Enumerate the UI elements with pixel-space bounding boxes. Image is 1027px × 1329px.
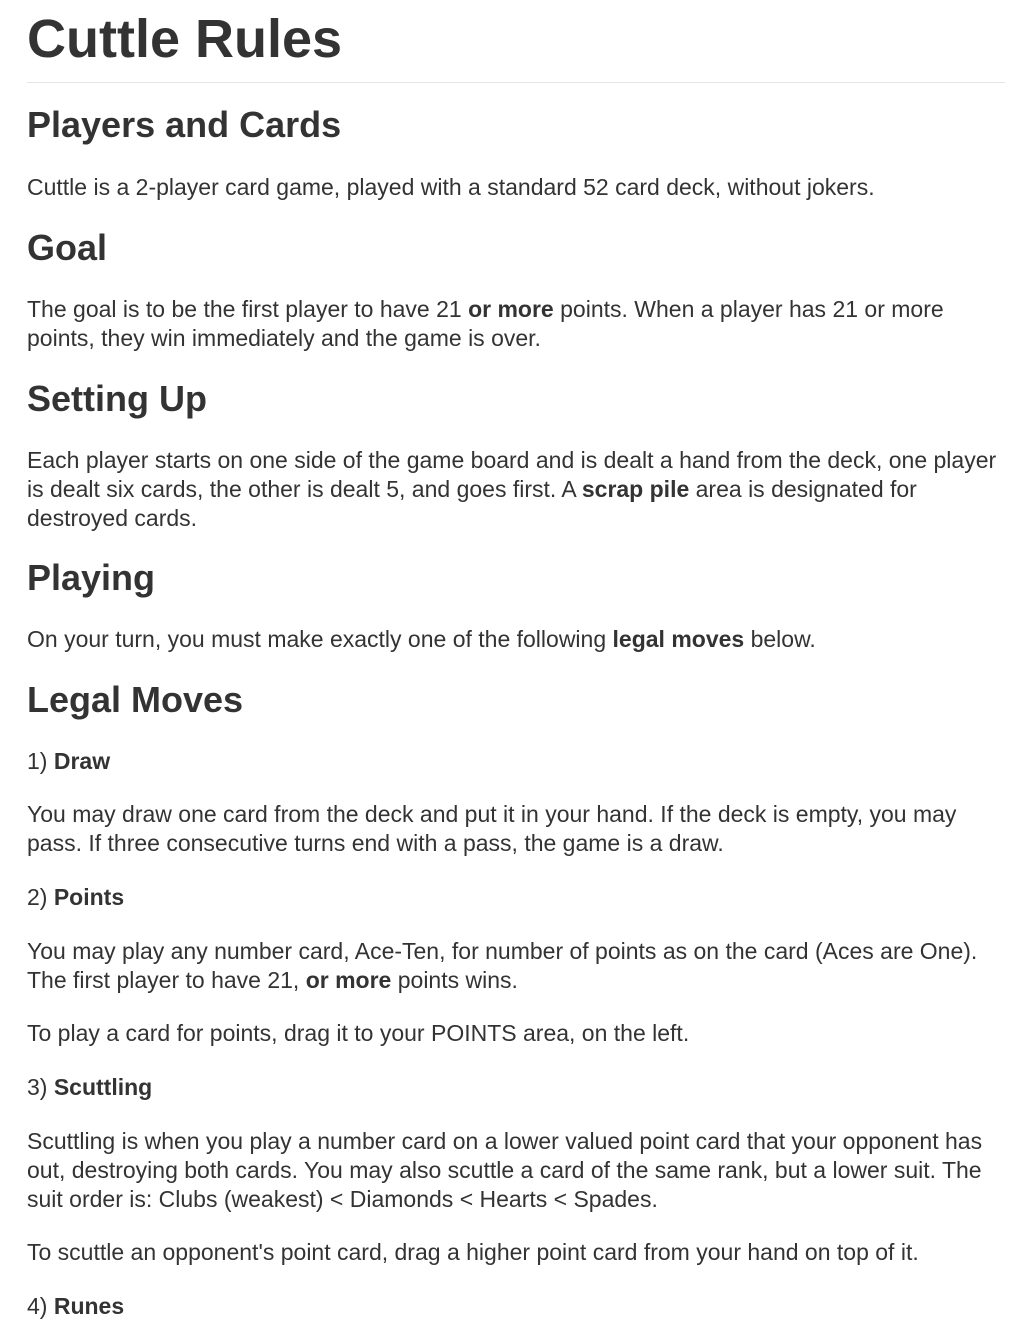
points-emphasis: or more	[305, 967, 392, 993]
players-paragraph: Cuttle is a 2-player card game, played with a standard 52 card deck, without jokers.	[27, 174, 875, 200]
move-scuttling-paragraph: Scuttling is when you play a number card on a lower valued point card that your opponent has out, destroying both cards. You may also scuttle a card of the same rank, but a lower suit. The suit order is: Clubs (weakest) < Diamonds < Hearts < Spades.	[27, 1128, 983, 1212]
heading-goal: Goal	[27, 227, 108, 268]
move-points-title: 2) Points	[27, 884, 125, 910]
goal-paragraph: The goal is to be the first player to have 21 or more points. When a player has 21 or more points, they win immediately and the game is over.	[27, 296, 944, 351]
move-scuttling-title: 3) Scuttling	[27, 1074, 153, 1100]
goal-emphasis: or more	[468, 296, 554, 322]
playing-emphasis: legal moves	[612, 626, 745, 652]
move-points-howto: To play a card for points, drag it to your POINTS area, on the left.	[27, 1020, 690, 1046]
playing-paragraph: On your turn, you must make exactly one of the following legal moves below.	[27, 626, 816, 652]
move-draw-paragraph: You may draw one card from the deck and put it in your hand. If the deck is empty, you may pass. If three consecutive turns end with a pass, the game is a draw.	[27, 801, 957, 856]
page-title: Cuttle Rules	[27, 9, 343, 69]
setup-paragraph: Each player starts on one side of the game board and is dealt a hand from the deck, one player is dealt six cards, the other is dealt 5, and goes first. A scrap pile area is designated for destroyed cards.	[27, 447, 997, 531]
heading-playing: Playing	[27, 557, 156, 598]
move-points-paragraph: You may play any number card, Ace-Ten, for number of points as on the card (Aces are One). The first player to have 21, or more points wins.	[27, 938, 978, 993]
heading-players-and-cards: Players and Cards	[27, 104, 342, 145]
move-runes-title: 4) Runes	[27, 1293, 125, 1319]
move-draw-title: 1) Draw	[27, 748, 111, 774]
setup-emphasis: scrap pile	[581, 476, 690, 502]
rules-document	[27, 0, 1005, 1319]
move-scuttling-howto: To scuttle an opponent's point card, drag a higher point card from your hand on top of it.	[27, 1239, 919, 1265]
heading-setting-up: Setting Up	[27, 378, 207, 419]
title-divider	[27, 82, 1005, 83]
heading-legal-moves: Legal Moves	[27, 679, 244, 720]
